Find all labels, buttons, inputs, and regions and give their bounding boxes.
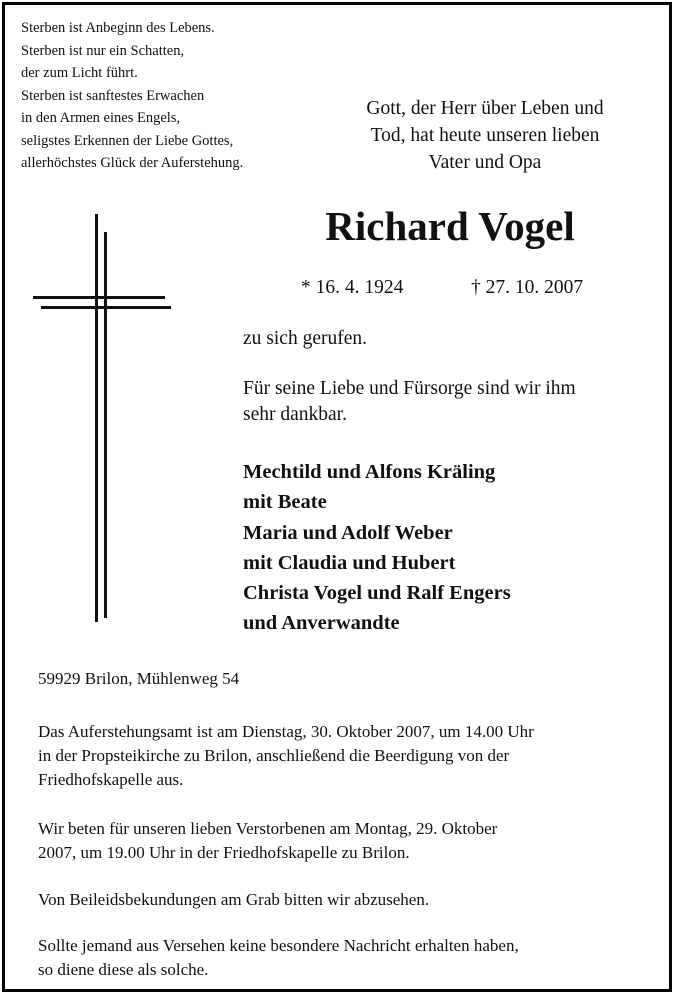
mourner-line: Christa Vogel und Ralf Engers — [243, 582, 511, 605]
address-line: 59929 Brilon, Mühlenweg 54 — [38, 669, 240, 688]
cross-icon — [27, 210, 177, 630]
notice-note — [38, 934, 658, 982]
thanks-line: sehr dankbar. — [243, 404, 347, 425]
called-line: zu sich gerufen. — [243, 328, 367, 349]
condolence-line: Von Beileidsbekundungen am Grab bitten wir abzusehen. — [38, 890, 430, 909]
mourners-list — [243, 457, 663, 639]
thanks-text — [243, 376, 663, 428]
service-info — [38, 720, 658, 792]
death-date: † 27. 10. 2007 — [471, 277, 584, 298]
poem-line: in den Armen eines Engels, — [21, 110, 181, 126]
mourner-line: mit Claudia und Hubert — [243, 551, 456, 574]
mourner-line: und Anverwandte — [243, 612, 400, 635]
deceased-name: Richard Vogel — [325, 203, 575, 249]
prayer-line: Wir beten für unseren lieben Verstorbenen am Montag, 29. Oktober — [38, 819, 498, 838]
service-line: Friedhofskapelle aus. — [38, 770, 184, 789]
called-text — [243, 326, 663, 352]
address — [38, 667, 658, 691]
thanks-line: Für seine Liebe und Fürsorge sind wir ihm — [243, 378, 576, 399]
condolence-note — [38, 888, 658, 912]
poem-line: Sterben ist sanftestes Erwachen — [21, 87, 205, 104]
obituary-notice — [2, 2, 672, 992]
prayer-line: 2007, um 19.00 Uhr in der Friedhofskapelle zu Brilon. — [38, 843, 410, 862]
mourner-line: Maria und Adolf Weber — [243, 521, 453, 544]
intro-line: Vater und Opa — [428, 152, 542, 173]
notice-line: so diene diese als solche. — [38, 960, 209, 979]
service-line: Das Auferstehungsamt ist am Dienstag, 30. Oktober 2007, um 14.00 Uhr — [38, 722, 534, 741]
poem-line: der zum Licht führt. — [21, 65, 138, 81]
poem-line: seligstes Erkennen der Liebe Gottes, — [21, 132, 234, 149]
prayer-info — [38, 817, 658, 865]
service-line: in der Propsteikirche zu Brilon, anschließend die Beerdigung von der — [38, 746, 510, 765]
intro-text — [320, 95, 650, 176]
poem — [21, 17, 321, 175]
birth-date: * 16. 4. 1924 — [301, 277, 404, 298]
poem-line: Sterben ist nur ein Schatten, — [21, 42, 185, 59]
notice-line: Sollte jemand aus Versehen keine besondere Nachricht erhalten haben, — [38, 936, 519, 955]
intro-line: Tod, hat heute unseren lieben — [370, 125, 600, 146]
poem-line: Sterben ist Anbeginn des Lebens. — [21, 20, 215, 36]
mourner-line: mit Beate — [243, 491, 327, 514]
poem-line: allerhöchstes Glück der Auferstehung. — [21, 155, 244, 171]
mourner-line: Mechtild und Alfons Kräling — [243, 461, 496, 483]
intro-line: Gott, der Herr über Leben und — [366, 98, 604, 119]
